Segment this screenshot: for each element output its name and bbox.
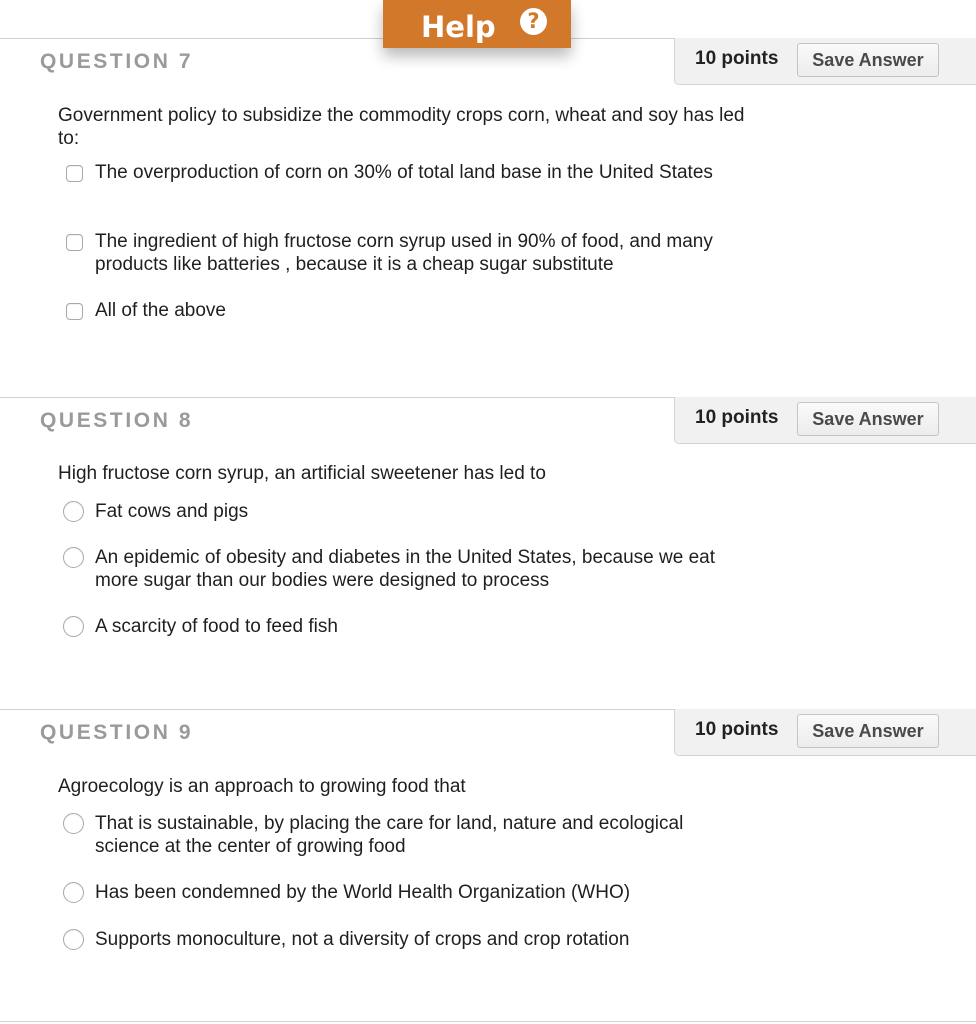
points-panel <box>674 397 976 444</box>
answer-radio[interactable] <box>63 547 84 568</box>
question-divider <box>0 1021 976 1022</box>
question-title: QUESTION 9 <box>40 721 194 744</box>
question-text: Government policy to subsidize the commodity crops corn, wheat and soy has led to: <box>58 105 745 149</box>
question-title: QUESTION 8 <box>40 409 194 432</box>
points-panel <box>674 709 976 756</box>
answer-radio[interactable] <box>63 882 84 903</box>
answer-option-label[interactable]: That is sustainable, by placing the care for land, nature and ecological science at the center of growing food <box>95 813 684 857</box>
answer-radio[interactable] <box>63 929 84 950</box>
points-panel <box>674 38 976 85</box>
question-title: QUESTION 7 <box>40 50 194 73</box>
question-circle-icon: ? <box>520 8 547 35</box>
answer-option-label[interactable]: The ingredient of high fructose corn syrup used in 90% of food, and many products like batteries , because it is a cheap sugar substitute <box>95 231 713 275</box>
answer-option-label[interactable]: All of the above <box>95 300 226 321</box>
answer-option-label[interactable]: A scarcity of food to feed fish <box>95 616 338 637</box>
answer-option-label[interactable]: Has been condemned by the World Health Organization (WHO) <box>95 882 631 903</box>
answer-checkbox[interactable] <box>66 303 83 320</box>
save-answer-button[interactable]: Save Answer <box>797 402 939 436</box>
help-label: Help <box>421 10 496 44</box>
answer-checkbox[interactable] <box>66 165 83 182</box>
answer-option-label[interactable]: Supports monoculture, not a diversity of crops and crop rotation <box>95 929 630 950</box>
save-answer-button[interactable]: Save Answer <box>797 714 939 748</box>
answer-radio[interactable] <box>63 501 84 522</box>
answer-option-label[interactable]: Fat cows and pigs <box>95 501 249 522</box>
answer-option-label[interactable]: The overproduction of corn on 30% of total land base in the United States <box>95 162 713 183</box>
save-answer-button[interactable]: Save Answer <box>797 43 939 77</box>
question-text: Agroecology is an approach to growing food that <box>58 776 466 797</box>
points-value: 10 points <box>695 407 779 428</box>
answer-checkbox[interactable] <box>66 234 83 251</box>
points-value: 10 points <box>695 48 779 69</box>
answer-radio[interactable] <box>63 616 84 637</box>
points-value: 10 points <box>695 719 779 740</box>
help-button[interactable] <box>383 0 571 48</box>
answer-option-label[interactable]: An epidemic of obesity and diabetes in the United States, because we eat more sugar than our bodies were designed to process <box>95 547 716 591</box>
question-text: High fructose corn syrup, an artificial sweetener has led to <box>58 463 546 484</box>
answer-radio[interactable] <box>63 813 84 834</box>
